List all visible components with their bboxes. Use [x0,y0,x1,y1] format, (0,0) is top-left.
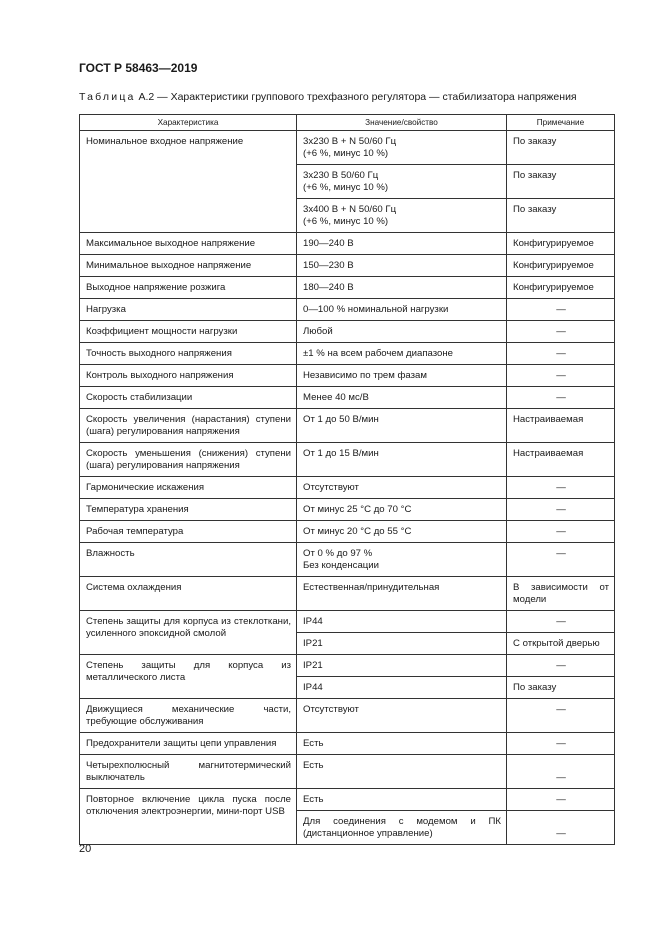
cell-note: По заказу [507,677,615,699]
table-row [80,233,615,255]
document-header: ГОСТ Р 58463—2019 [79,61,198,75]
cell-value: Для соединения с модемом и ПК (дистанционное управление) [297,811,507,845]
cell-note: — [507,321,615,343]
cell-characteristic: Четырехполюсный магнитотермический выключатель [80,755,297,789]
cell-note: — [507,299,615,321]
cell-characteristic: Влажность [80,543,297,577]
cell-note: — [507,365,615,387]
table-row [80,131,615,165]
table-row [80,699,615,733]
cell-note: Конфигурируемое [507,277,615,299]
header-note: Примечание [507,115,615,131]
cell-characteristic: Степень защиты для корпуса из стеклоткани, усиленного эпоксидной смолой [80,611,297,655]
cell-value: IP21 [297,655,507,677]
cell-value: 150—230 В [297,255,507,277]
cell-note: — [507,699,615,733]
table-row [80,409,615,443]
cell-value: Естественная/принудительная [297,577,507,611]
table-row [80,343,615,365]
table-row [80,321,615,343]
header-characteristic: Характеристика [80,115,297,131]
cell-value: Есть [297,733,507,755]
cell-note: — [507,543,615,577]
cell-note: — [507,387,615,409]
cell-value: IP21 [297,633,507,655]
table-row [80,611,615,633]
cell-value: От минус 20 °С до 55 °С [297,521,507,543]
table-row [80,655,615,677]
cell-characteristic: Степень защиты для корпуса из металлического листа [80,655,297,699]
cell-value: Любой [297,321,507,343]
table-row [80,755,615,789]
cell-value: 180—240 В [297,277,507,299]
cell-note: — [507,789,615,811]
cell-value: 0—100 % номинальной нагрузки [297,299,507,321]
table-row [80,789,615,811]
cell-note: — [507,811,615,845]
cell-note: — [507,499,615,521]
cell-characteristic: Выходное напряжение розжига [80,277,297,299]
cell-characteristic: Нагрузка [80,299,297,321]
table-row [80,733,615,755]
cell-characteristic: Гармонические искажения [80,477,297,499]
cell-value: Менее 40 мс/В [297,387,507,409]
characteristics-table [79,114,615,845]
cell-characteristic: Максимальное выходное напряжение [80,233,297,255]
cell-note: — [507,521,615,543]
cell-value: ±1 % на всем рабочем диапазоне [297,343,507,365]
cell-characteristic: Контроль выходного напряжения [80,365,297,387]
cell-note: В зависимости от модели [507,577,615,611]
cell-note: — [507,733,615,755]
cell-characteristic: Номинальное входное напряжение [80,131,297,233]
cell-characteristic: Коэффициент мощности нагрузки [80,321,297,343]
table-row [80,277,615,299]
cell-value: 3х400 В + N 50/60 Гц (+6 %, минус 10 %) [297,199,507,233]
cell-characteristic: Предохранители защиты цепи управления [80,733,297,755]
cell-value: От 1 до 15 В/мин [297,443,507,477]
cell-value: Отсутствуют [297,477,507,499]
table-row [80,477,615,499]
cell-characteristic: Скорость стабилизации [80,387,297,409]
cell-characteristic: Повторное включение цикла пуска после отключения электроэнергии, мини-порт USB [80,789,297,845]
cell-note: — [507,477,615,499]
cell-characteristic: Рабочая температура [80,521,297,543]
cell-note: Настраиваемая [507,443,615,477]
caption-label: Таблица [79,91,136,103]
cell-note: — [507,755,615,789]
table-row [80,443,615,477]
cell-note: — [507,611,615,633]
cell-note: По заказу [507,131,615,165]
cell-note: Конфигурируемое [507,255,615,277]
table-row [80,365,615,387]
cell-note: По заказу [507,199,615,233]
table-row [80,577,615,611]
caption-text: А.2 — Характеристики группового трехфазного регулятора — стабилизатора напряжения [135,91,577,103]
cell-value: Есть [297,789,507,811]
cell-value: 3х230 В 50/60 Гц (+6 %, минус 10 %) [297,165,507,199]
cell-note: По заказу [507,165,615,199]
cell-characteristic: Температура хранения [80,499,297,521]
table-header-row [80,115,615,131]
header-value: Значение/свойство [297,115,507,131]
cell-note: Конфигурируемое [507,233,615,255]
cell-note: — [507,655,615,677]
cell-value: От 1 до 50 В/мин [297,409,507,443]
cell-characteristic: Скорость увеличения (нарастания) ступени (шага) регулирования напряжения [80,409,297,443]
cell-value: IP44 [297,611,507,633]
table-caption [79,91,577,103]
table-row [80,255,615,277]
cell-characteristic: Система охлаждения [80,577,297,611]
table-row [80,299,615,321]
cell-note: С открытой дверью [507,633,615,655]
cell-value: От 0 % до 97 % Без конденсации [297,543,507,577]
cell-note: Настраиваемая [507,409,615,443]
cell-value: Есть [297,755,507,789]
table-row [80,387,615,409]
cell-value: IP44 [297,677,507,699]
table-row [80,543,615,577]
cell-characteristic: Скорость уменьшения (снижения) ступени (шага) регулирования напряжения [80,443,297,477]
cell-value: 190—240 В [297,233,507,255]
cell-characteristic: Точность выходного напряжения [80,343,297,365]
cell-value: 3х230 В + N 50/60 Гц (+6 %, минус 10 %) [297,131,507,165]
cell-characteristic: Минимальное выходное напряжение [80,255,297,277]
table-row [80,499,615,521]
cell-characteristic: Движущиеся механические части, требующие обслуживания [80,699,297,733]
cell-note: — [507,343,615,365]
cell-value: Отсутствуют [297,699,507,733]
cell-value: От минус 25 °С до 70 °С [297,499,507,521]
cell-value: Независимо по трем фазам [297,365,507,387]
table-row [80,521,615,543]
page-number: 20 [79,843,92,855]
